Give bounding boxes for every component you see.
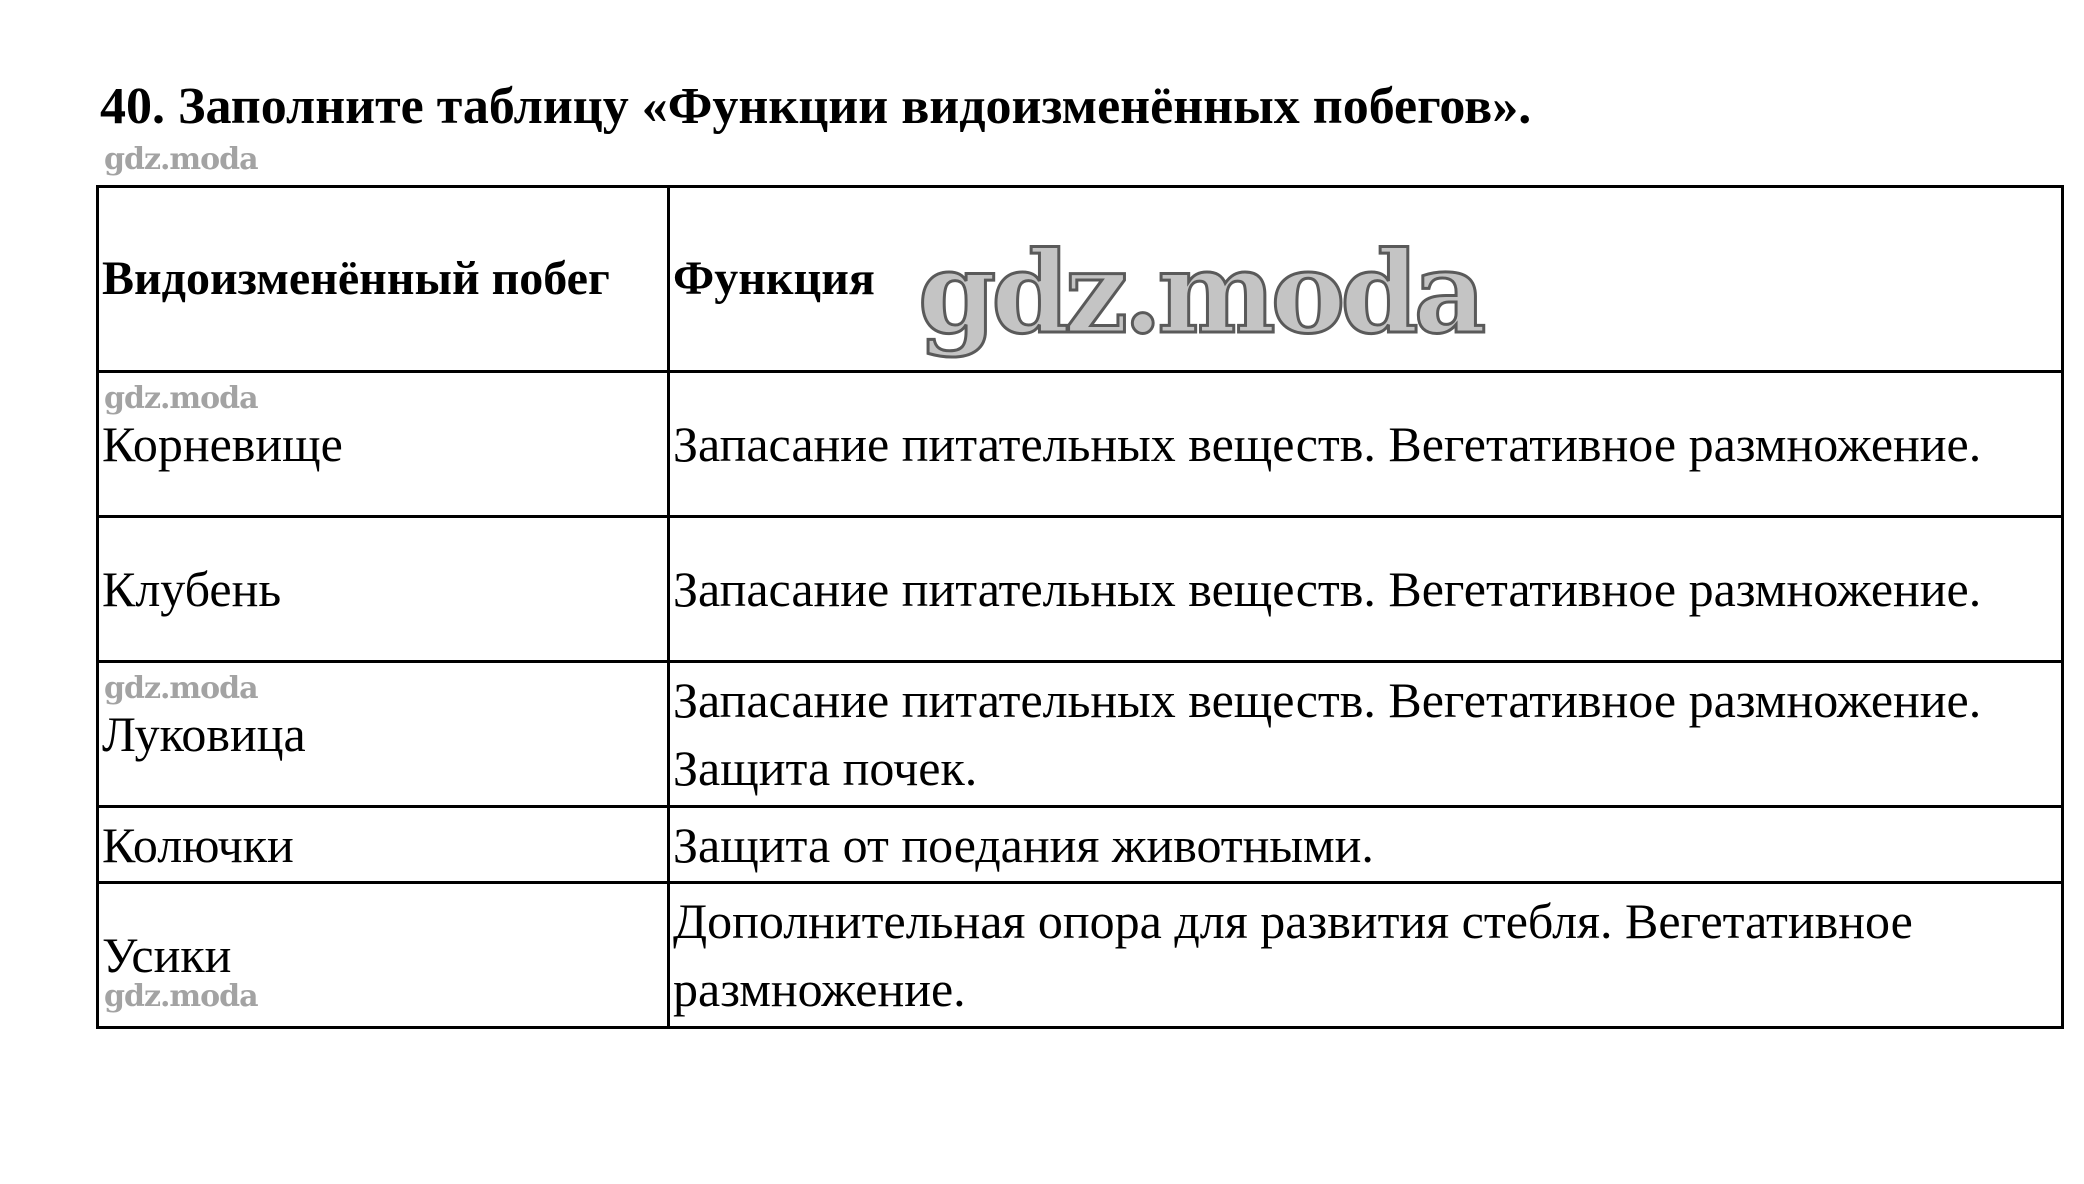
shoot-cell: Корневище [98, 372, 669, 517]
function-cell: Запасание питательных веществ. Вегетативное размножение. [669, 372, 2063, 517]
table-row [98, 517, 2063, 662]
function-cell: Дополнительная опора для развития стебля. Вегетативное размножение. [669, 883, 2063, 1028]
table-row [98, 662, 2063, 807]
watermark: gdz.moda [104, 671, 258, 706]
shoot-cell: Клубень [98, 517, 669, 662]
watermark: gdz.moda [104, 142, 258, 177]
header-shoot: Видоизменённый побег [98, 187, 669, 372]
function-cell: Запасание питательных веществ. Вегетативное размножение. [669, 517, 2063, 662]
header-function: Функция [669, 187, 2063, 372]
shoot-cell: Усики [98, 883, 669, 1028]
shoot-cell: Колючки [98, 807, 669, 883]
watermark-large: gdz.moda [918, 228, 1482, 359]
function-cell: Защита от поедания животными. [669, 807, 2063, 883]
function-cell: Запасание питательных веществ. Вегетативное размножение. Защита почек. [669, 662, 2063, 807]
watermark: gdz.moda [104, 979, 258, 1014]
watermark: gdz.moda [104, 381, 258, 416]
table-row [98, 807, 2063, 883]
task-title: 40. Заполните таблицу «Функции видоизменённых побегов». [100, 78, 1532, 135]
shoot-cell: Луковица [98, 662, 669, 807]
table-row [98, 372, 2063, 517]
table-row [98, 883, 2063, 1028]
